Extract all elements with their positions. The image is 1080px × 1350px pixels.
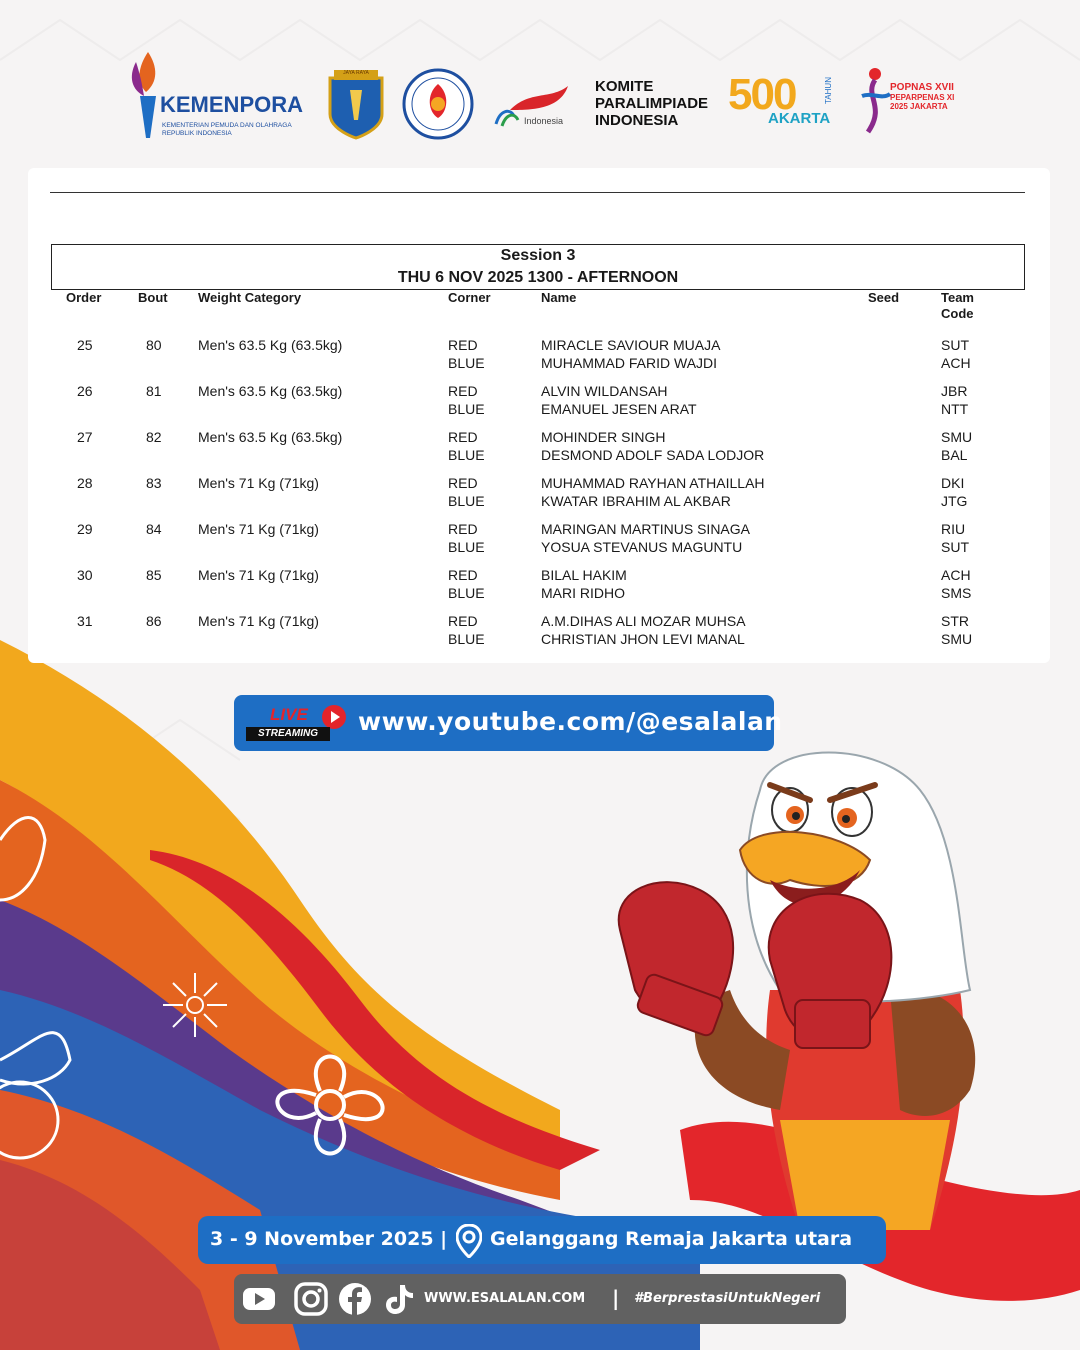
location-pin-icon [456,1224,482,1258]
youtube-icon[interactable] [242,1282,276,1316]
session-datetime: THU 6 NOV 2025 1300 - AFTERNOON [397,269,679,286]
cell-corner-red: RED [448,613,478,629]
header-corner: Corner [448,290,491,305]
cell-order: 29 [77,521,93,537]
streaming-label: STREAMING [246,727,330,741]
live-label: LIVE [270,705,308,724]
cell-corner-red: RED [448,337,478,353]
cell-weight-category: Men's 71 Kg (71kg) [198,521,319,537]
cell-weight-category: Men's 71 Kg (71kg) [198,567,319,583]
website-link[interactable]: WWW.ESALALAN.COM [424,1291,586,1306]
komite-line3: INDONESIA [595,112,679,129]
header-weight: Weight Category [198,290,302,305]
cell-team-code-red: RIU [941,521,966,537]
play-icon [322,705,346,729]
jakarta-500-number: 500 [728,70,796,119]
event-dates: 3 - 9 November 2025 | [210,1228,448,1250]
popnas-line2: PEPARPENAS XI [890,93,955,102]
boxing-glove-left [619,882,733,1037]
social-divider: | [612,1286,620,1310]
cell-boxer-name-red: ALVIN WILDANSAH [541,383,668,399]
jakarta-500-tahun: TAHUN [823,77,833,104]
jakarta-500-city: AKARTA [768,110,831,127]
cell-corner-red: RED [448,521,478,537]
cell-team-code-red: SMU [941,429,973,445]
cell-bout: 84 [146,521,162,537]
cell-team-code-red: STR [941,613,969,629]
cell-boxer-name-red: MOHINDER SINGH [541,429,666,445]
instagram-icon[interactable] [294,1282,328,1316]
event-venue: Gelanggang Remaja Jakarta utara [490,1228,853,1250]
cell-order: 27 [77,429,93,445]
cell-corner-blue: BLUE [448,401,485,417]
jakarta-seal-icon [328,70,384,140]
session-title: Session 3 [500,247,576,264]
header-seed: Seed [868,290,900,305]
cell-team-code-blue: ACH [941,355,971,371]
cell-corner-red: RED [448,429,478,445]
cell-order: 26 [77,383,93,399]
live-streaming-badge [242,703,348,743]
cell-weight-category: Men's 71 Kg (71kg) [198,475,319,491]
cell-boxer-name-blue: DESMOND ADOLF SADA LODJOR [541,447,765,463]
cell-weight-category: Men's 63.5 Kg (63.5kg) [198,429,343,445]
cell-boxer-name-red: BILAL HAKIM [541,567,627,583]
tiktok-icon[interactable] [382,1282,416,1316]
youtube-url-link[interactable]: www.youtube.com/@esalalan [358,707,783,736]
cell-order: 31 [77,613,93,629]
facebook-icon[interactable] [338,1282,372,1316]
cell-corner-blue: BLUE [448,447,485,463]
cell-team-code-blue: SMS [941,585,972,601]
cell-corner-red: RED [448,383,478,399]
cell-team-code-red: JBR [941,383,968,399]
jakarta-seal-motto: JAYA RAYA [343,70,369,76]
cell-boxer-name-red: MARINGAN MARTINUS SINAGA [541,521,750,537]
divider-line [50,192,1025,193]
cell-corner-blue: BLUE [448,585,485,601]
cell-bout: 83 [146,475,162,491]
cell-boxer-name-blue: CHRISTIAN JHON LEVI MANAL [541,631,745,647]
cell-weight-category: Men's 63.5 Kg (63.5kg) [198,337,343,353]
header-order: Order [66,290,102,305]
cell-boxer-name-blue: YOSUA STEVANUS MAGUNTU [541,539,743,555]
cell-team-code-blue: SUT [941,539,969,555]
cell-corner-blue: BLUE [448,539,485,555]
cell-boxer-name-red: MIRACLE SAVIOUR MUAJA [541,337,721,353]
npc-emblem-icon [402,68,474,140]
cell-bout: 81 [146,383,162,399]
paralympic-indonesia-text: Indonesia [524,116,564,126]
header-code: Code [941,306,974,321]
sponsor-logos [0,40,1080,160]
kemenpora-name: KEMENPORA [160,92,304,117]
cell-team-code-blue: NTT [941,401,969,417]
cell-team-code-red: SUT [941,337,969,353]
header-bout: Bout [138,290,168,305]
social-banner [234,1274,846,1324]
cell-corner-blue: BLUE [448,355,485,371]
schedule-sheet [28,168,1050,663]
cell-order: 28 [77,475,93,491]
cell-boxer-name-blue: MUHAMMAD FARID WAJDI [541,355,718,371]
cell-bout: 86 [146,613,162,629]
cell-team-code-blue: SMU [941,631,973,647]
cell-team-code-blue: JTG [941,493,968,509]
popnas-mascot-icon [858,66,892,136]
cell-corner-red: RED [448,475,478,491]
komite-line2: PARALIMPIADE [595,95,709,112]
header-team: Team [941,290,974,305]
cell-team-code-blue: BAL [941,447,968,463]
cell-boxer-name-red: A.M.DIHAS ALI MOZAR MUHSA [541,613,746,629]
kemenpora-subtitle-2: REPUBLIK INDONESIA [162,130,232,137]
cell-order: 25 [77,337,93,353]
cell-team-code-red: ACH [941,567,971,583]
eagle-mascot [619,753,975,1231]
popnas-line1: POPNAS XVII [890,82,954,93]
cell-corner-blue: BLUE [448,493,485,509]
hashtag-text: #BerprestasiUntukNegeri [634,1291,821,1306]
cell-weight-category: Men's 63.5 Kg (63.5kg) [198,383,343,399]
cell-order: 30 [77,567,93,583]
cell-corner-red: RED [448,567,478,583]
cell-corner-blue: BLUE [448,631,485,647]
cell-boxer-name-red: MUHAMMAD RAYHAN ATHAILLAH [541,475,765,491]
cell-team-code-red: DKI [941,475,965,491]
cell-bout: 85 [146,567,162,583]
cell-boxer-name-blue: MARI RIDHO [541,585,625,601]
event-info-banner [198,1216,886,1264]
cell-weight-category: Men's 71 Kg (71kg) [198,613,319,629]
cell-bout: 82 [146,429,162,445]
cell-bout: 80 [146,337,162,353]
cell-boxer-name-blue: KWATAR IBRAHIM AL AKBAR [541,493,731,509]
live-stream-banner[interactable] [234,695,783,751]
session-header [51,244,1025,290]
popnas-line3: 2025 JAKARTA [890,102,948,111]
kemenpora-subtitle: KEMENTERIAN PEMUDA DAN OLAHRAGA [162,122,292,129]
komite-line1: KOMITE [595,78,654,95]
cell-boxer-name-blue: EMANUEL JESEN ARAT [541,401,697,417]
header-name: Name [541,290,577,305]
